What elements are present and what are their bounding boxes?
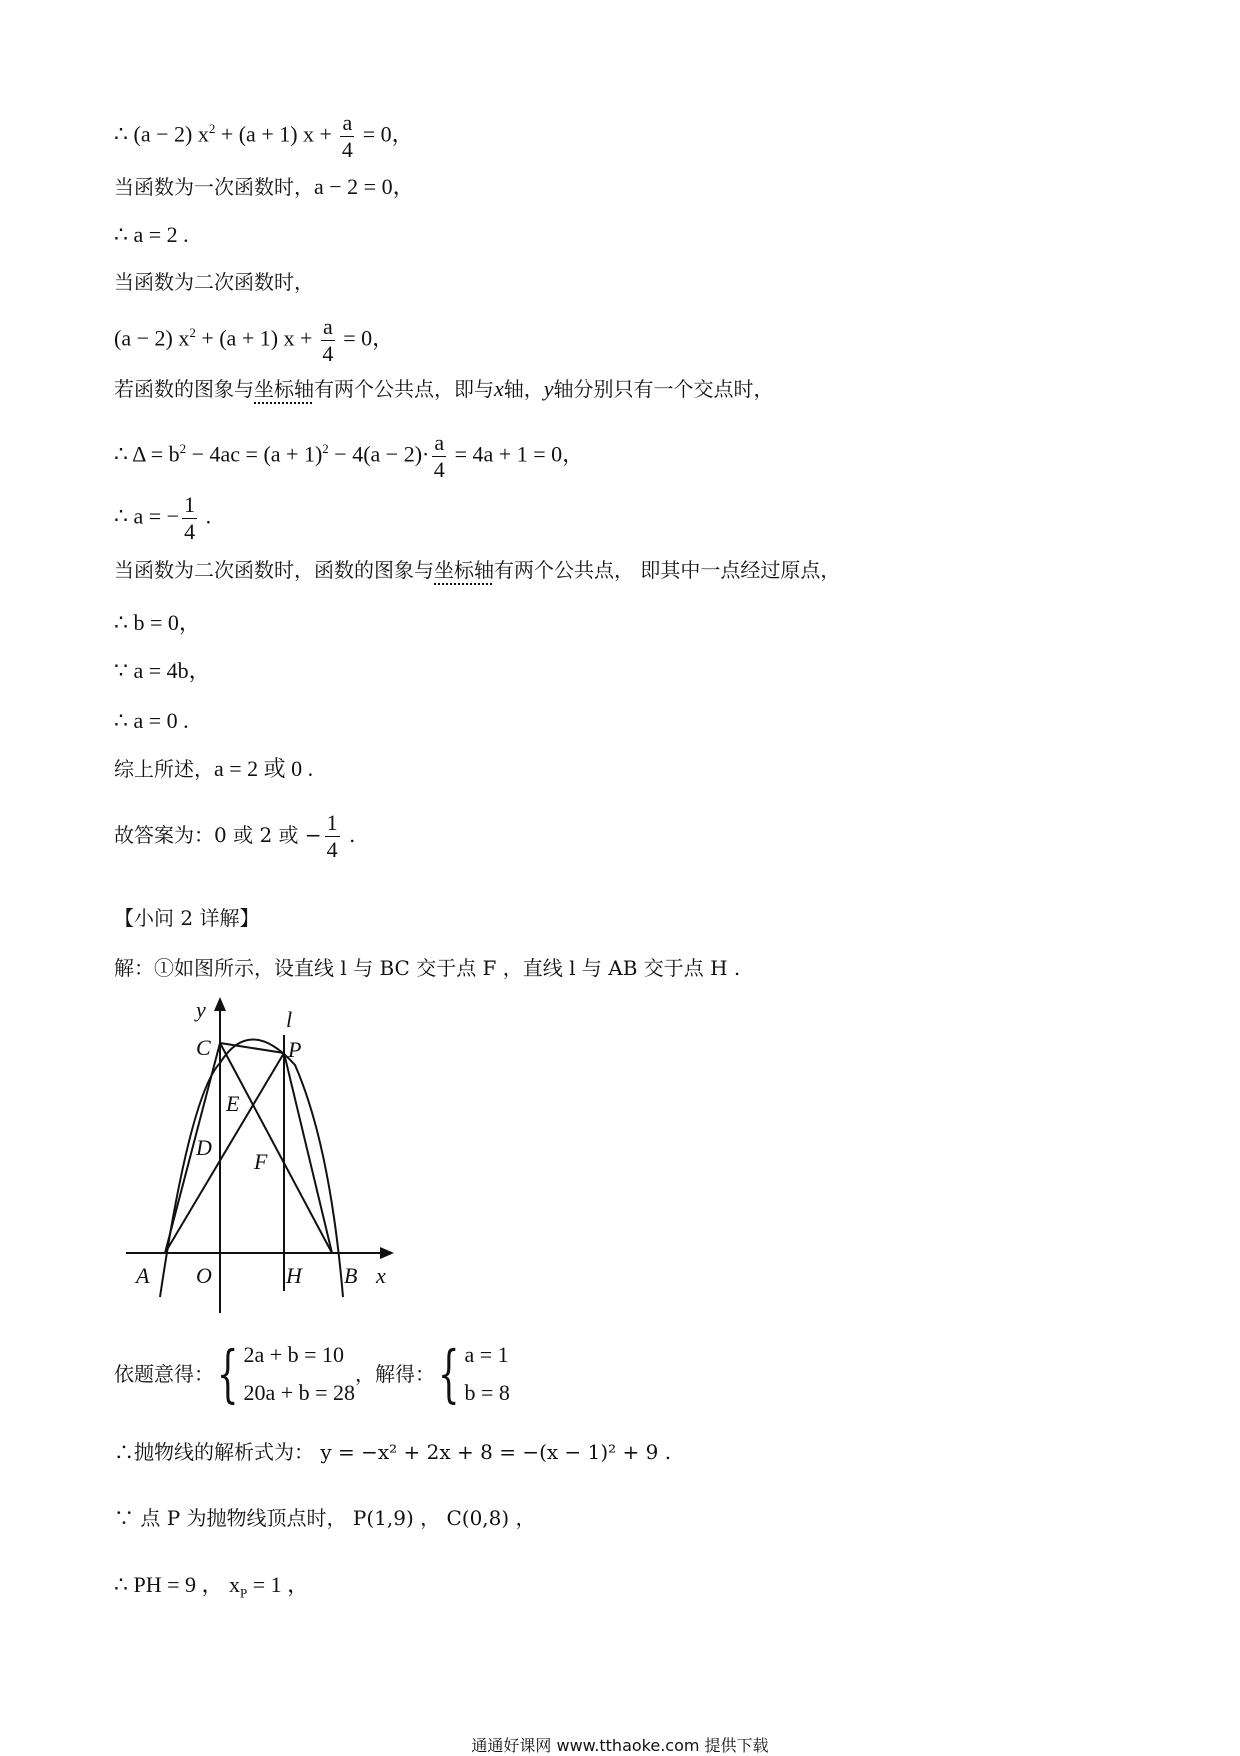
footer-watermark: 通通好课网 www.tthaoke.com 提供下载: [471, 1736, 769, 1755]
l9-a: 当函数为二次函数时，函数的图象与: [114, 558, 434, 582]
eq7-mid2: − 4(a − 2)·: [328, 441, 430, 467]
answer-fraction: [325, 812, 340, 861]
l13-a: 综上所述，: [114, 757, 214, 781]
label-D: D: [196, 1135, 212, 1160]
l6-e: 轴，: [503, 377, 544, 401]
ph-sub: P: [240, 1585, 248, 1601]
solution-intro: 解：①如图所示，设直线 l 与 BC 交于点 F ，直线 l 与 AB 交于点 H .: [114, 956, 741, 980]
label-F: F: [254, 1149, 268, 1174]
eq7-den: 4: [433, 457, 445, 482]
label-A: A: [136, 1263, 150, 1288]
y-axis-arrow: [214, 997, 226, 1011]
l2-text: 当函数为一次函数时，: [114, 175, 314, 199]
eq1-sup: 2: [208, 121, 216, 137]
text-line-13: [114, 758, 313, 780]
eq5-prefix: (a − 2) x: [114, 325, 190, 351]
l6-emphasis: 坐标轴: [254, 377, 314, 401]
eq5-den: 4: [322, 341, 334, 366]
eq5-mid: + (a + 1) x +: [195, 325, 318, 351]
eq5-sup: 2: [189, 325, 196, 341]
equation-line-12: ∴ a = 0 .: [114, 708, 189, 733]
ph-tail: = 1 ，: [247, 1572, 310, 1597]
section-title: 【小问 2 详解】: [114, 906, 260, 930]
eq7-num: a: [434, 430, 445, 455]
vertex-line: ∵ 点 P 为抛物线顶点时， P(1,9) ， C(0,8) ，: [114, 1506, 536, 1530]
label-y: y: [196, 997, 206, 1022]
label-O: O: [196, 1263, 212, 1288]
label-C: C: [196, 1035, 211, 1060]
l6-g: 轴分别只有一个交点时，: [553, 377, 774, 401]
eq1-den: 4: [341, 137, 353, 162]
system-intro: 依题意得：: [114, 1362, 214, 1386]
l9-emphasis: 坐标轴: [434, 558, 494, 582]
label-x: x: [376, 1263, 386, 1288]
system-1-row-2: 20a + b = 28: [243, 1380, 356, 1405]
ph-line: [114, 1574, 309, 1599]
eq7-sup1: 2: [179, 441, 187, 457]
eq1-tail: = 0，: [357, 121, 414, 147]
label-P: P: [288, 1037, 302, 1062]
equation-line-3: ∴ a = 2 .: [114, 222, 189, 247]
l6-c: 有两个公共点，即与: [314, 377, 494, 401]
system-1-row-1: 2a + b = 10: [243, 1342, 345, 1367]
answer-num: 1: [326, 810, 338, 835]
eq7-fraction: [432, 432, 446, 481]
text-line-9: [114, 560, 840, 580]
system-2: [465, 1336, 510, 1412]
l6-x: x: [494, 376, 504, 401]
left-brace-2: {: [437, 1337, 460, 1410]
eq1-num: a: [342, 110, 353, 135]
equation-line-8: [114, 494, 211, 543]
text-line-6: [114, 378, 774, 400]
label-E: E: [226, 1091, 240, 1116]
system-line: [114, 1336, 510, 1412]
eq8-fraction: [182, 494, 197, 543]
label-B: B: [344, 1263, 358, 1288]
system-2-row-2: b = 8: [464, 1380, 510, 1405]
eq1-fraction: [340, 112, 354, 161]
eq5-num: a: [322, 314, 333, 339]
parabola-figure: [120, 995, 400, 1315]
eq8-prefix: ∴ a = −: [114, 503, 180, 529]
eq5-tail: = 0，: [337, 325, 395, 351]
eq1-prefix: ∴ (a − 2) x: [114, 121, 209, 147]
eq7-sup2: 2: [322, 441, 329, 457]
answer-text: 故答案为：0 或 2 或 −: [114, 823, 322, 847]
equation-line-1: [114, 112, 414, 161]
system-solve-text: ，解得：: [355, 1362, 436, 1386]
equation-line-10: ∴ b = 0，: [114, 610, 201, 635]
equation-line-7: [114, 432, 584, 481]
segment-PB: [284, 1053, 332, 1253]
eq8-den: 4: [184, 519, 196, 544]
l6-y: y: [543, 376, 554, 401]
eq1-mid: + (a + 1) x +: [215, 121, 338, 147]
equation-line-11: ∵ a = 4b，: [114, 658, 211, 683]
eq7-prefix: ∴ Δ = b: [114, 441, 180, 467]
equation-line-5: [114, 316, 394, 365]
l2-math: a − 2 = 0，: [314, 174, 415, 199]
answer-tail: .: [342, 823, 356, 847]
x-axis-arrow: [380, 1247, 394, 1259]
system-2-row-1: a = 1: [464, 1342, 509, 1367]
eq8-tail: .: [200, 503, 212, 529]
l13-b: a = 2 或 0 .: [214, 756, 314, 781]
eq7-tail: = 4a + 1 = 0，: [449, 441, 585, 467]
text-line-2: [114, 176, 415, 198]
eq8-num: 1: [184, 492, 196, 517]
system-1: [243, 1336, 355, 1412]
left-brace-1: {: [216, 1337, 239, 1410]
label-l: l: [286, 1007, 293, 1032]
l6-a: 若函数的图象与: [114, 377, 254, 401]
eq7-mid1: − 4ac = (a + 1): [186, 441, 323, 467]
parabola-expression: ∴抛物线的解析式为： y = −x² + 2x + 8 = −(x − 1)² + 9 .: [114, 1440, 672, 1464]
label-H: H: [286, 1263, 302, 1288]
answer-line: [114, 812, 355, 861]
ph-text: ∴ PH = 9 ， x: [114, 1572, 241, 1597]
answer-den: 4: [326, 837, 338, 862]
eq5-fraction: [321, 316, 335, 365]
segment-CB: [220, 1043, 332, 1253]
l9-c: 有两个公共点， 即其中一点经过原点，: [494, 558, 841, 582]
text-line-4: 当函数为二次函数时，: [114, 270, 314, 294]
